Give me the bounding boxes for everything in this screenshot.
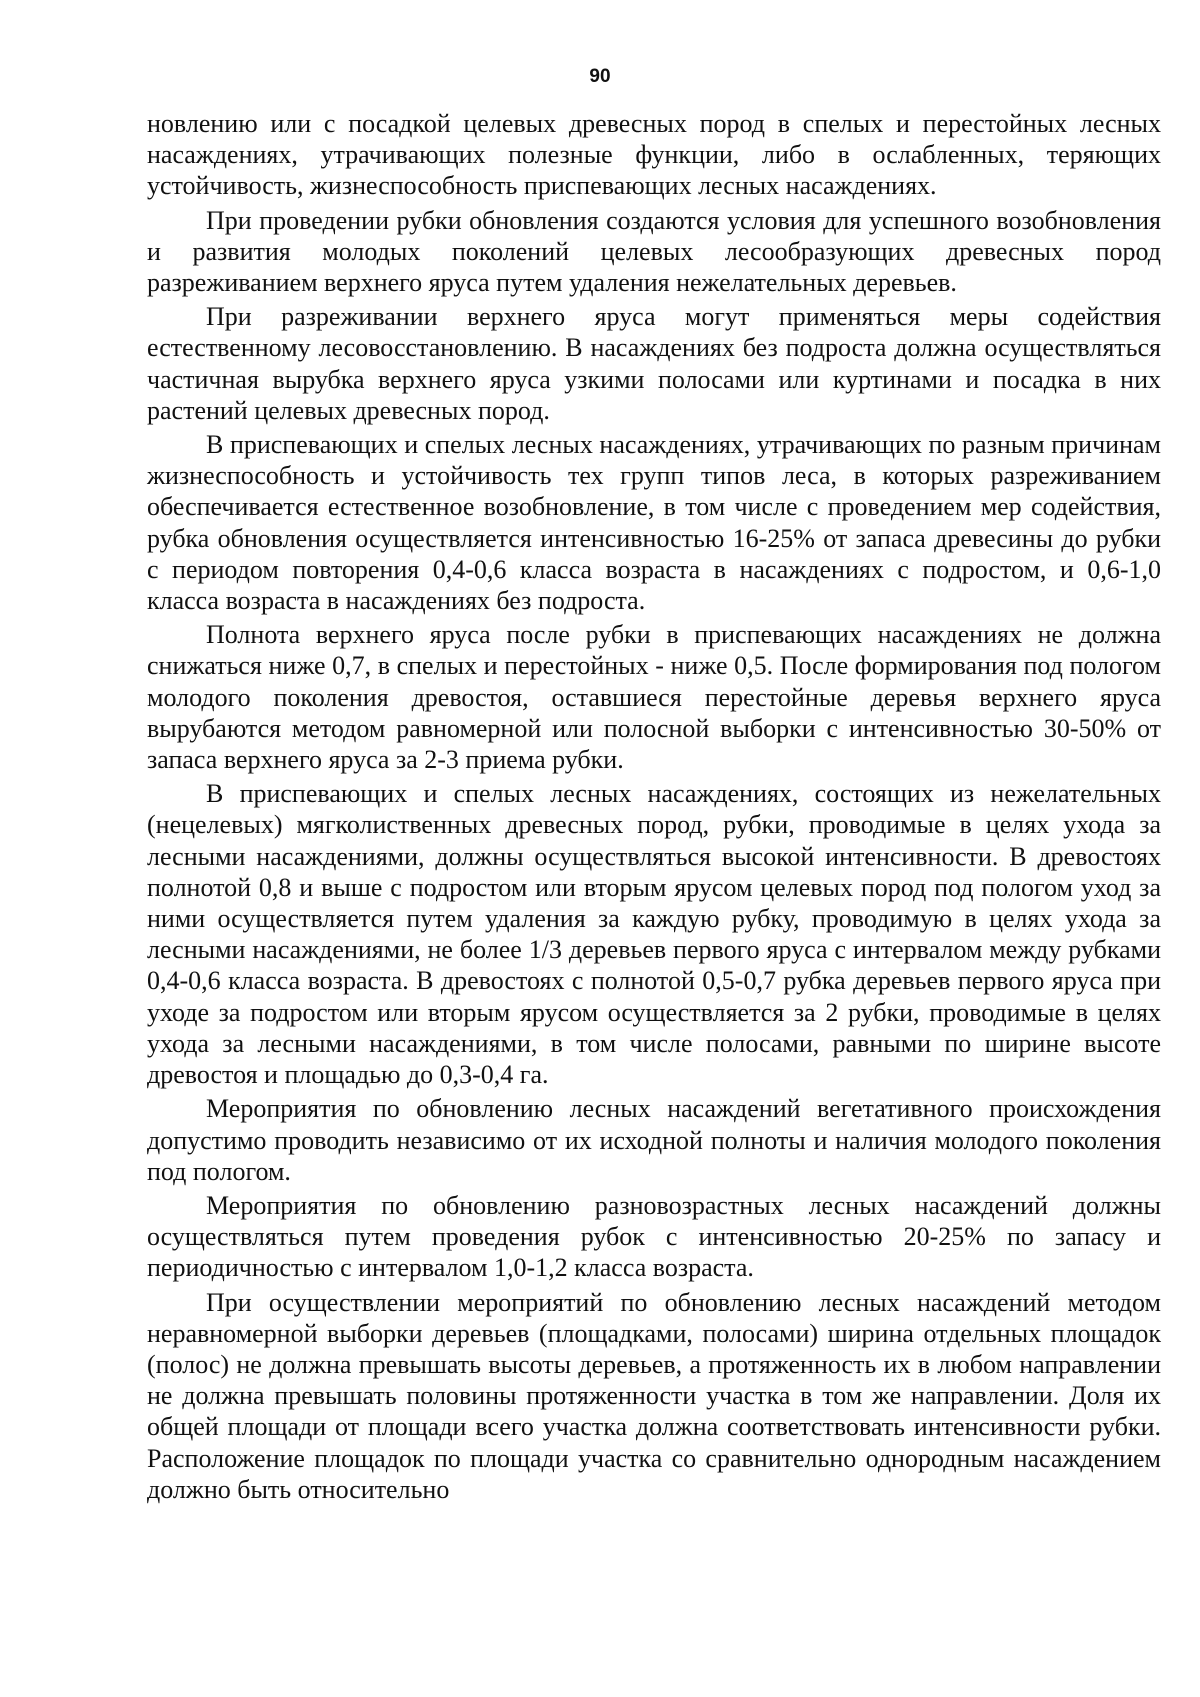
paragraph-6: В приспевающих и спелых лесных насаждениях, состоящих из нежелательных (нецелевых) мягколиственных древесных пород, рубки, проводимые в целях ухода за лесными насаждениями, должны осуществляться высокой интенсивности. В древостоях полнотой 0,8 и выше с подростом или вторым ярусом целевых пород под пологом уход за ними осуществляется путем удаления за каждую рубку, проводимую в целях ухода за лесными насаждениями, не более 1/3 деревьев первого яруса с интервалом между рубками 0,4-0,6 класса возраста. В древостоях с полнотой 0,5-0,7 рубка деревьев первого яруса при уходе за подростом или вторым ярусом осуществляется за 2 рубки, проводимые в целях ухода за лесными насаждениями, в том числе полосами, равными по ширине высоте древостоя и площадью до 0,3-0,4 га. [147,779,1161,1090]
paragraph-5: Полнота верхнего яруса после рубки в приспевающих насаждениях не должна снижаться ниже 0,7, в спелых и перестойных - ниже 0,5. После формирования под пологом молодого поколения древостоя, оставшиеся перестойные деревья верхнего яруса вырубаются методом равномерной или полосной выборки с интенсивностью 30-50% от запаса верхнего яруса за 2-3 приема рубки. [147,620,1161,775]
paragraph-7: Мероприятия по обновлению лесных насаждений вегетативного происхождения допустимо проводить независимо от их исходной полноты и наличия молодого поколения под пологом. [147,1094,1161,1186]
paragraph-4: В приспевающих и спелых лесных насаждениях, утрачивающих по разным причинам жизнеспособность и устойчивость тех групп типов леса, в которых разреживанием обеспечивается естественное возобновление, в том числе с проведением мер содействия, рубка обновления осуществляется интенсивностью 16-25% от запаса древесины до рубки с периодом повторения 0,4-0,6 класса возраста в насаждениях с подростом, и 0,6-1,0 класса возраста в насаждениях без подроста. [147,430,1161,616]
body-text [147,108,1161,1508]
paragraph-1: новлению или с посадкой целевых древесных пород в спелых и перестойных лесных насаждениях, утрачивающих полезные функции, либо в ослабленных, теряющих устойчивость, жизнеспособность приспевающих лесных насаждениях. [147,109,1161,201]
paragraph-8: Мероприятия по обновлению разновозрастных лесных насаждений должны осуществляться путем проведения рубок с интенсивностью 20-25% по запасу и периодичностью с интервалом 1,0-1,2 класса возраста. [147,1190,1161,1283]
paragraph-3: При разреживании верхнего яруса могут применяться меры содействия естественному лесовосстановлению. В насаждениях без подроста должна осуществляться частичная вырубка верхнего яруса узкими полосами или куртинами и посадка в них растений целевых древесных пород. [147,302,1161,425]
paragraph-9: При осуществлении мероприятий по обновлению лесных насаждений методом неравномерной выборки деревьев (площадками, полосами) ширина отдельных площадок (полос) не должна превышать высоты деревьев, а протяженность их в любом направлении не должна превышать половины протяженности участка в том же направлении. Доля их общей площади от площади всего участка должна соответствовать интенсивности рубки. Расположение площадок по площади участка со сравнительно однородным насаждением должно быть относительно [147,1287,1161,1504]
page-number: 90 [589,66,611,87]
paragraph-2: При проведении рубки обновления создаются условия для успешного возобновления и развития молодых поколений целевых лесообразующих древесных пород разреживанием верхнего яруса путем удаления нежелательных деревьев. [147,205,1161,298]
